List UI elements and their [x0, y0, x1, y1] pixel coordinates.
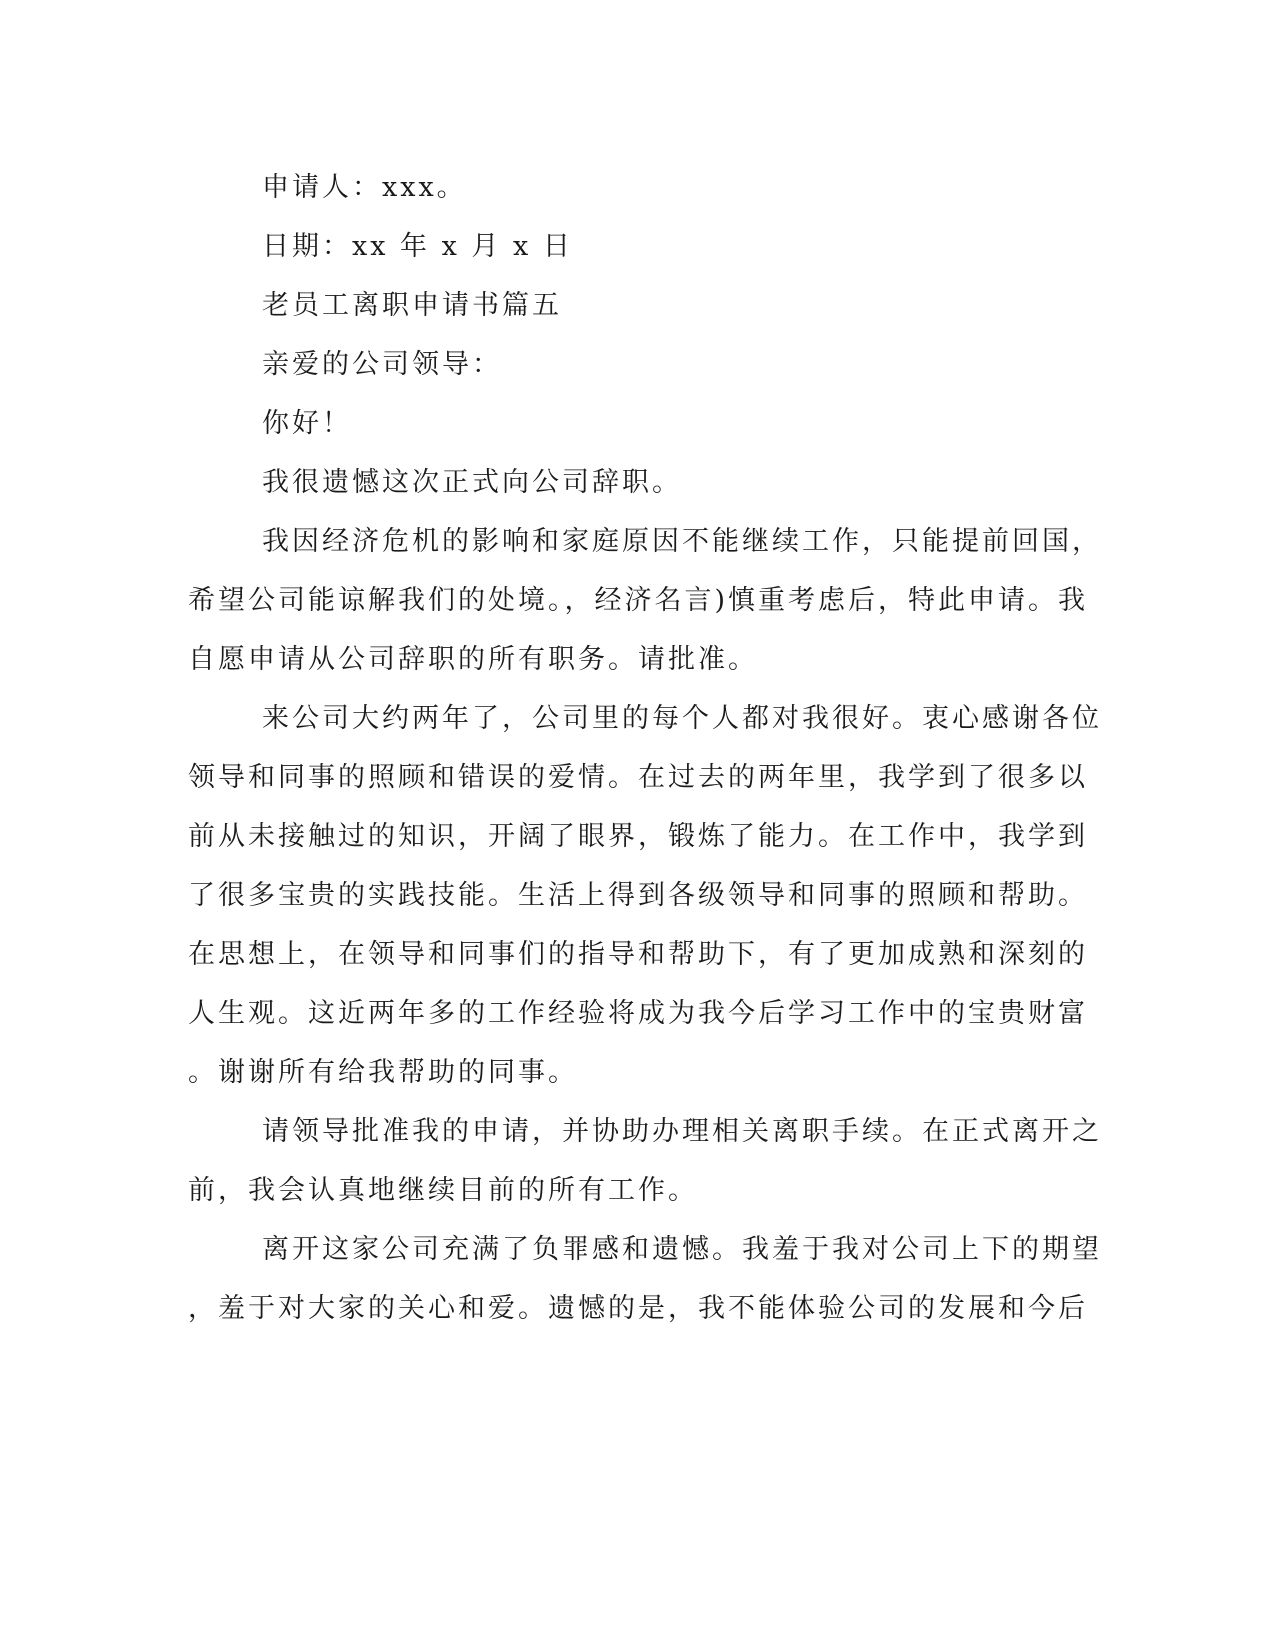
paragraph-reason	[188, 512, 1102, 689]
paragraph-line: 离开这家公司充满了负罪感和遗憾。我羞于我对公司上下的期望	[262, 1234, 1102, 1265]
paragraph-gratitude	[188, 689, 1102, 1102]
paragraph-line: 领导和同事的照顾和错误的爱情。在过去的两年里，我学到了很多以	[188, 762, 1088, 793]
paragraph-line: 人生观。这近两年多的工作经验将成为我今后学习工作中的宝贵财富	[188, 998, 1088, 1029]
section-title: 老员工离职申请书篇五	[262, 290, 562, 321]
paragraph-line: 请领导批准我的申请，并协助办理相关离职手续。在正式离开之	[262, 1116, 1102, 1147]
applicant-line: 申请人：xxx。	[262, 172, 467, 203]
paragraph-line: 前，我会认真地继续目前的所有工作。	[188, 1175, 698, 1206]
salutation: 亲爱的公司领导：	[262, 349, 502, 380]
document-body	[188, 158, 1102, 1338]
paragraph-line: 希望公司能谅解我们的处境。，经济名言)慎重考虑后，特此申请。我	[188, 585, 1089, 616]
greeting: 你好！	[262, 408, 352, 439]
paragraph-line: 在思想上，在领导和同事们的指导和帮助下，有了更加成熟和深刻的	[188, 939, 1088, 970]
paragraph-line: ，羞于对大家的关心和爱。遗憾的是，我不能体验公司的发展和今后	[188, 1293, 1088, 1324]
opening-statement: 我很遗憾这次正式向公司辞职。	[262, 467, 682, 498]
paragraph-line: 我因经济危机的影响和家庭原因不能继续工作，只能提前回国，	[262, 526, 1102, 557]
paragraph-request	[188, 1102, 1102, 1220]
paragraph-line: 来公司大约两年了，公司里的每个人都对我很好。衷心感谢各位	[262, 703, 1102, 734]
paragraph-line: 了很多宝贵的实践技能。生活上得到各级领导和同事的照顾和帮助。	[188, 880, 1088, 911]
date-line: 日期：xx 年 x 月 x 日	[262, 231, 573, 262]
paragraph-regret	[188, 1220, 1102, 1338]
paragraph-line: 自愿申请从公司辞职的所有职务。请批准。	[188, 644, 758, 675]
paragraph-line: 前从未接触过的知识，开阔了眼界，锻炼了能力。在工作中，我学到	[188, 821, 1088, 852]
paragraph-line: 。谢谢所有给我帮助的同事。	[188, 1057, 578, 1088]
